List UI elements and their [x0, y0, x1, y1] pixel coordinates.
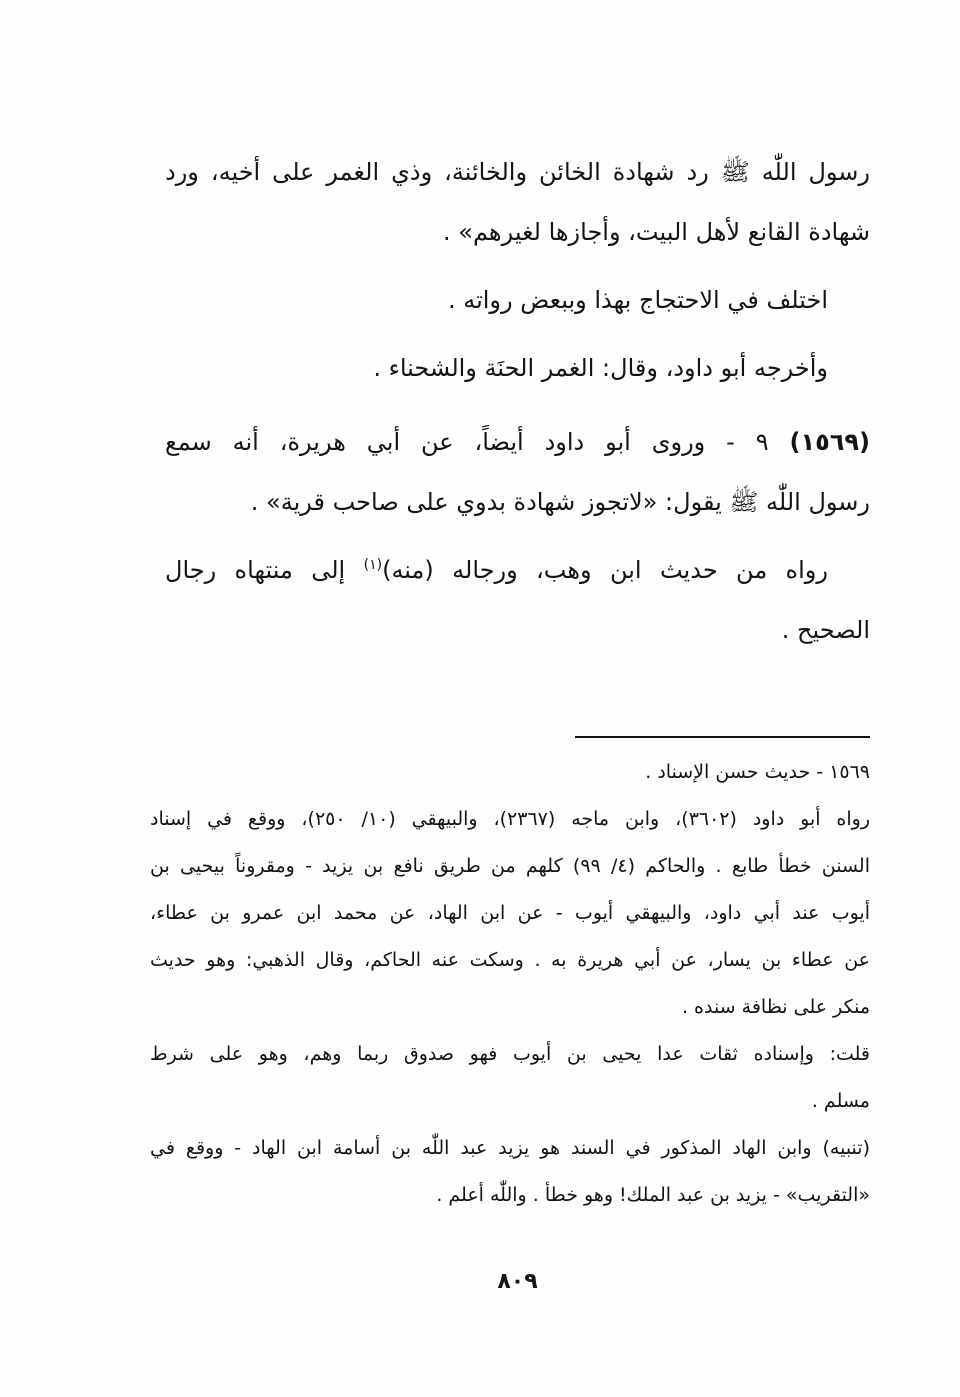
text-segment: إلى منتهاه رجال — [165, 556, 346, 584]
paragraph-narration-note — [165, 540, 870, 660]
footnote-line: منكر على نظافة سنده . — [681, 996, 870, 1018]
footnote-line: مسلم . — [811, 1090, 870, 1112]
footnote-tanbih — [150, 1125, 870, 1219]
footnote-line: «التقريب» - يزيد بن عبد الملك! وهو خطأ . واللّٰه أعلم . — [436, 1184, 870, 1206]
footnote-line: ١٥٦٩ - حديث حسن الإسناد . — [645, 761, 870, 783]
text-line — [165, 540, 870, 600]
paragraph-commentary — [165, 270, 870, 330]
footnote-line: أيوب عند أبي داود، والبيهقي أيوب - عن ابن الهاد، عن محمد ابن عمرو بن عطاء، — [150, 902, 870, 924]
hadith-text: ٩ - وروى أبو داود أيضاً، عن أبي هريرة، أنه سمع — [165, 428, 769, 456]
text-line: رسول اللّٰه ﷺ يقول: «لاتجوز شهادة بدوي على صاحب قرية» . — [250, 488, 870, 516]
footnotes — [150, 749, 870, 1219]
text-line: شهادة القانع لأهل البيت، وأجازها لغيرهم» . — [443, 218, 870, 246]
footnote-line: السنن خطأ طابع . والحاكم (٤/ ٩٩) كلهم من طريق نافع بن يزيد - ومقروناً بيحيى بن — [150, 855, 870, 877]
main-text — [165, 142, 870, 660]
text-line: رسول اللّٰه ﷺ رد شهادة الخائن والخائنة، وذي الغمر على أخيه، ورد — [165, 158, 870, 186]
footnote-takhrij — [150, 796, 870, 1031]
text-line: الصحيح . — [781, 616, 870, 644]
hadith-number: (١٥٦٩) — [789, 428, 870, 456]
text-line: وأخرجه أبو داود، وقال: الغمر الحنَة والشحناء . — [373, 354, 828, 382]
paragraph-hadith-continuation — [165, 142, 870, 262]
footnote-line: قلت: وإسناده ثقات عدا يحيى بن أيوب فهو صدوق ربما وهم، وهو على شرط — [150, 1043, 870, 1065]
footnote-line: (تنبيه) وابن الهاد المذكور في السند هو يزيد عبد اللّٰه بن أسامة ابن الهاد - ووقع في — [150, 1137, 870, 1159]
paragraph-abu-dawud — [165, 338, 870, 398]
text-segment: رواه من حديث ابن وهب، ورجاله (منه) — [382, 556, 828, 584]
footnote-separator — [575, 736, 870, 738]
footnote-reference: (١) — [363, 557, 383, 573]
footnote-line: عن عطاء بن يسار، عن أبي هريرة به . وسكت عنه الحاكم، وقال الذهبي: وهو حديث — [150, 949, 870, 971]
text-line: اختلف في الاحتجاج بهذا وببعض رواته . — [447, 286, 828, 314]
footnote-qultu — [150, 1031, 870, 1125]
text-line — [165, 412, 870, 472]
paragraph-hadith-1569 — [165, 412, 870, 532]
footnote-line: رواه أبو داود (٣٦٠٢)، وابن ماجه (٢٣٦٧)، والبيهقي (١٠/ ٢٥٠)، ووقع في إسناد — [150, 808, 871, 830]
page-number: ٨٠٩ — [497, 1269, 538, 1294]
footnote-heading — [150, 749, 870, 796]
